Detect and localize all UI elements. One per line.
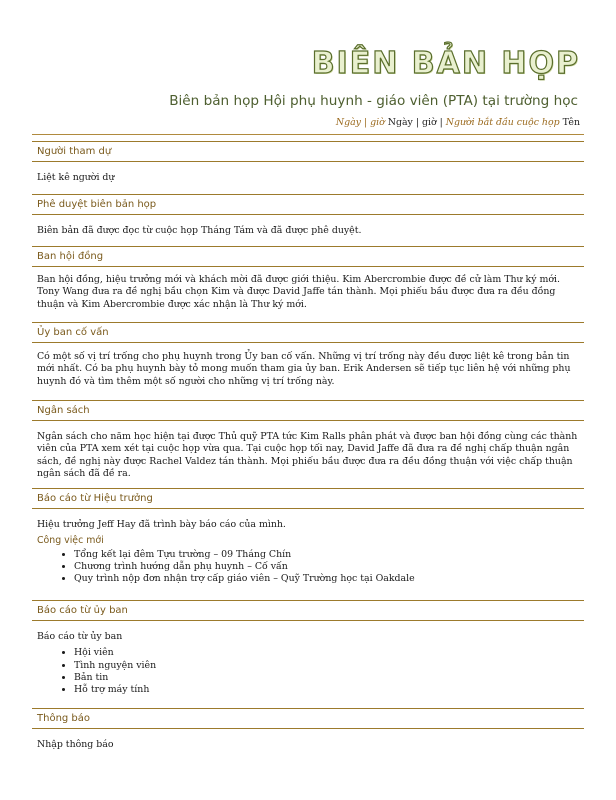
time-label: giờ: [370, 117, 385, 128]
section-heading: Ngân sách: [32, 400, 584, 421]
section-text[interactable]: Ngân sách cho năm học hiện tại được Thủ quỹ PTA tức Kim Ralls phân phát và được ban hội đồng cùng các thành viên của PTA xem xét tại cuộc họp vừa qua. Tại cuộc họp tối nay, David Jaffe đã đưa ra đề nghị chấp thuận ngân sách, đề nghị này được Rachel Valdez tán thành. Mọi phiếu bầu được đưa ra đều đồng thuận với việc chấp thuận ngân sách đã đề ra.: [37, 431, 578, 480]
date-label: Ngày: [335, 117, 361, 128]
list-item[interactable]: • Bản tin: [74, 672, 579, 684]
section-text[interactable]: Liệt kê người dự: [37, 172, 115, 183]
meeting-starter-label: Người bắt đầu cuộc họp: [445, 117, 560, 128]
meta-separator: |: [363, 117, 368, 128]
section-text[interactable]: Có một số vị trí trống cho phụ huynh trong Ủy ban cố vấn. Những vị trí trống này đều được liệt kê trong bản tin mới nhất. Có ba phụ huynh bày tỏ mong muốn tham gia ủy ban. Erik Andersen sẽ tiếp tục liên hệ với những phụ huynh đó và tìm thêm một số người cho những vị trí trống này.: [37, 351, 571, 387]
meta-separator: |: [439, 117, 443, 128]
section-attendees: [32, 141, 584, 184]
list-item[interactable]: • Tổng kết lại đêm Tựu trường – 09 Tháng Chín: [74, 549, 579, 561]
section-text[interactable]: Hiệu trưởng Jeff Hay đã trình bày báo cáo của mình.: [37, 519, 286, 530]
list-item[interactable]: • Chương trình hướng dẫn phụ huynh – Cố vấn: [74, 561, 579, 573]
list-item[interactable]: • Quy trình nộp đơn nhận trợ cấp giáo viên – Quỹ Trường học tại Oakdale: [74, 573, 579, 585]
section-board: [32, 246, 584, 311]
section-approval: [32, 194, 584, 237]
section-advisory: [32, 322, 584, 388]
document-title: BIÊN BẢN HỌP: [311, 46, 580, 81]
section-text[interactable]: Báo cáo từ ủy ban: [37, 631, 123, 642]
section-heading: Báo cáo từ Hiệu trưởng: [32, 488, 584, 509]
section-notices: [32, 708, 584, 751]
section-heading: Người tham dự: [32, 141, 584, 162]
section-heading: Phê duyệt biên bản họp: [32, 194, 584, 215]
meta-divider: [32, 134, 584, 135]
list-item[interactable]: • Tình nguyện viên: [74, 660, 579, 672]
meeting-meta-line: [336, 117, 580, 128]
meta-separator: |: [415, 117, 420, 128]
section-text[interactable]: Ban hội đồng, hiệu trưởng mới và khách mời đã được giới thiệu. Kim Abercrombie được đề cử làm Thư ký mới. Tony Wang đưa ra đề nghị bầu chọn Kim và được David Jaffe tán thành. Mọi phiếu bầu được đưa ra đều đồng thuận và Kim Abercrombie được xác nhận là Thư ký mới.: [37, 274, 561, 310]
list-item[interactable]: • Hội viên: [74, 647, 579, 659]
section-heading: Thông báo: [32, 708, 584, 729]
section-heading: Báo cáo từ ủy ban: [32, 600, 584, 621]
new-business-list: [37, 549, 579, 586]
meeting-starter-value[interactable]: Tên: [562, 117, 580, 128]
time-value[interactable]: giờ: [422, 117, 437, 128]
document-subtitle: Biên bản họp Hội phụ huynh - giáo viên (PTA) tại trường học: [169, 93, 578, 109]
section-heading: Ban hội đồng: [32, 246, 584, 267]
list-item[interactable]: • Hỗ trợ máy tính: [74, 684, 579, 696]
section-committee-report: [32, 600, 584, 696]
section-text[interactable]: Biên bản đã được đọc từ cuộc họp Tháng Tám và đã được phê duyệt.: [37, 225, 362, 236]
new-business-heading: Công việc mới: [37, 535, 104, 547]
committee-list: [37, 647, 579, 696]
section-principal-report: [32, 488, 584, 585]
section-text[interactable]: Nhập thông báo: [37, 739, 114, 750]
date-value[interactable]: Ngày: [387, 117, 413, 128]
section-heading: Ủy ban cố vấn: [32, 322, 584, 343]
section-budget: [32, 400, 584, 481]
